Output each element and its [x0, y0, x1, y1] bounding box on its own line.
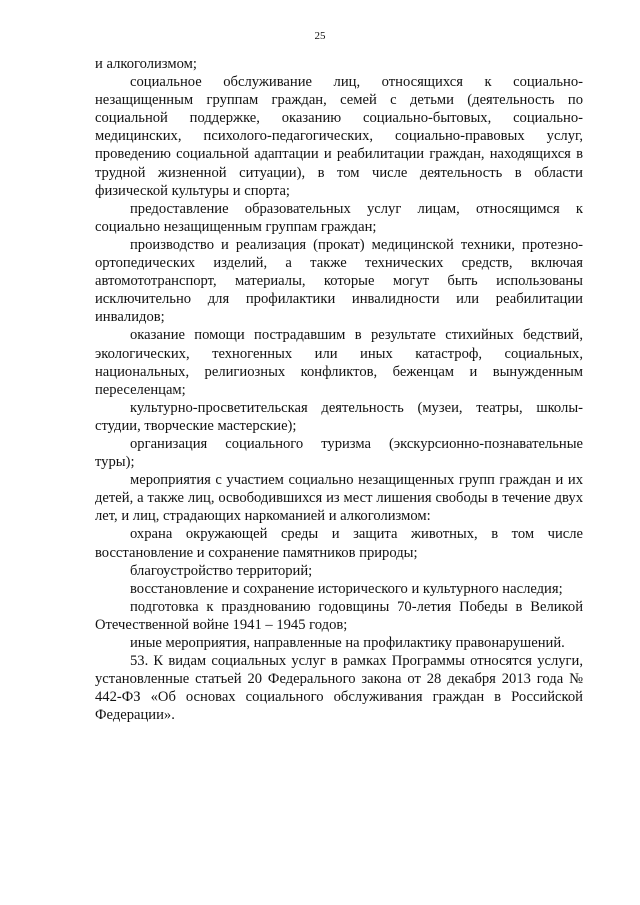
paragraph-item-53: 53. К видам социальных услуг в рамках Программы относятся услуги, установленные статьей 20 Федерального закона от 28 декабря 2013 года № 442-ФЗ «Об основах социального обслуживания граждан в Российской Федерации».	[95, 653, 583, 724]
paragraph-landscaping: благоустройство территорий;	[130, 562, 313, 579]
paragraph-cultural-activity: культурно-просветительская деятельность (музеи, театры, школы-студии, творческие мастерские);	[95, 399, 583, 434]
paragraph-heritage: восстановление и сохранение исторического и культурного наследия;	[130, 580, 563, 597]
paragraph-events: мероприятия с участием социально незащищенных групп граждан и их детей, а также лиц, освободившихся из мест лишения свободы в течение двух лет, и лиц, страдающих наркоманией и алкоголизмом:	[95, 472, 583, 525]
paragraph-crime-prevention: иные мероприятия, направленные на профилактику правонарушений.	[130, 635, 565, 651]
paragraph-victory-anniversary: подготовка к празднованию годовщины 70-летия Победы в Великой Отечественной войне 1941 – 1945 годов;	[95, 598, 583, 633]
paragraph-medical-equipment: производство и реализация (прокат) медицинской техники, протезно-ортопедических изделий, а также технических средств, включая автомототранспорт, материалы, которые могут быть использованы исключительно для профилактики инвалидности или реабилитации инвалидов;	[95, 236, 583, 326]
paragraph-social-services: социальное обслуживание лиц, относящихся к социально-незащищенным группам граждан, семей с детьми (деятельность по социальной поддержке, оказанию социально-бытовых, социально-медицинских, психолого-педагогических, социально-правовых услуг, проведению социальной адаптации и реабилитации граждан, находящихся в трудной жизненной ситуации), в том числе деятельность в области физической культуры и спорта;	[95, 74, 583, 199]
paragraph-education: предоставление образовательных услуг лицам, относящимся к социально незащищенным группам граждан;	[95, 200, 583, 235]
paragraph-continuation: и алкоголизмом;	[95, 56, 197, 72]
page-number: 25	[314, 30, 326, 42]
paragraph-environment: охрана окружающей среды и защита животных, в том числе восстановление и сохранение памятников природы;	[95, 526, 583, 561]
document-body	[95, 55, 583, 724]
paragraph-disaster-assistance: оказание помощи пострадавшим в результате стихийных бедствий, экологических, техногенных или иных катастроф, социальных, национальных, религиозных конфликтов, беженцам и вынужденным переселенцам;	[95, 327, 583, 398]
paragraph-social-tourism: организация социального туризма (экскурсионно-познавательные туры);	[95, 435, 583, 471]
